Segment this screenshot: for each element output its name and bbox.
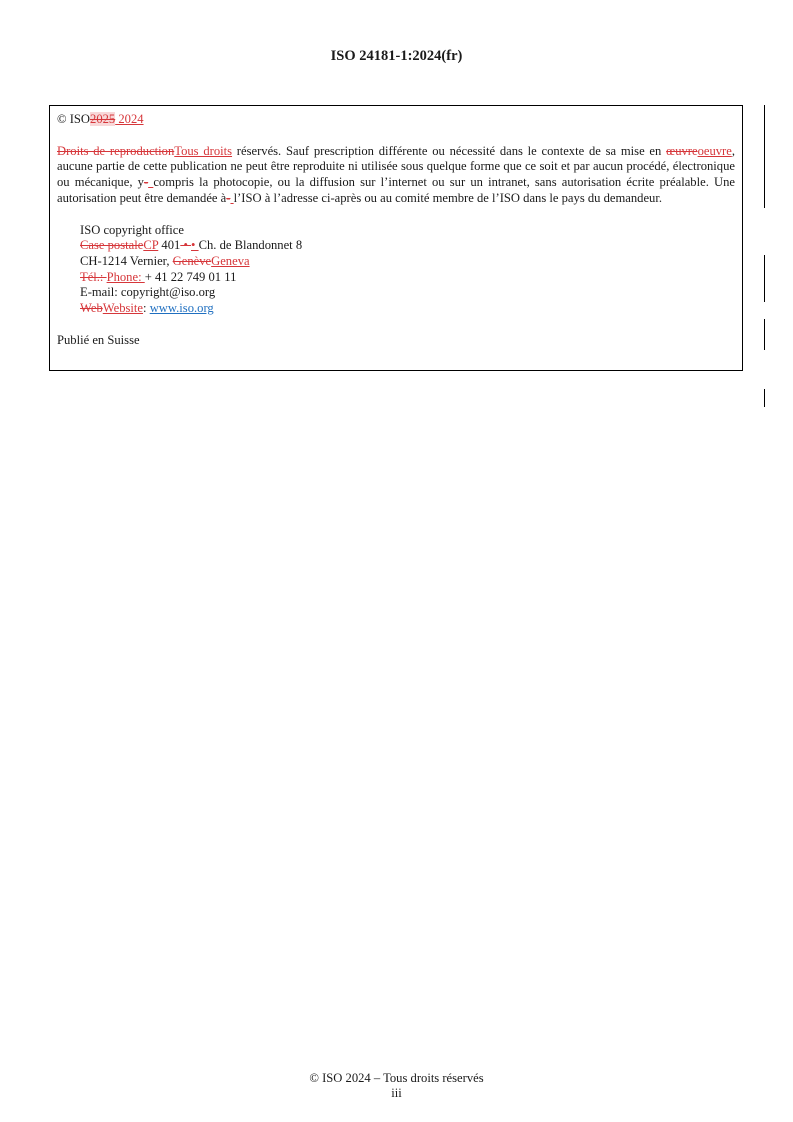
paragraph-text: , aucune partie de cette publication ne peut être reproduite ni utilisée sous quelque forme que ce soit et par aucun procédé, électronique ou mécanique, y: [57, 143, 735, 190]
inserted-bullet: •: [191, 238, 199, 253]
inserted-text: oeuvre: [697, 143, 732, 158]
deleted-text: œuvre: [666, 143, 698, 158]
copyright-notice-box: [49, 105, 743, 371]
deleted-text: Web: [80, 301, 103, 316]
deleted-text: Case postale: [80, 238, 144, 253]
deleted-text: Tél.:: [80, 269, 107, 284]
inserted-text: Geneva: [211, 253, 250, 268]
footer-copyright: © ISO 2024 – Tous droits réservés: [309, 1071, 484, 1085]
paragraph-text: réservés. Sauf prescription différente ou nécessité dans le contexte de sa mise en: [232, 143, 667, 158]
office-name: ISO copyright office: [80, 222, 184, 237]
deleted-year: 2025: [90, 112, 116, 126]
address-text: 401: [158, 238, 181, 253]
website-link[interactable]: www.iso.org: [149, 301, 214, 316]
deleted-bullet: •: [180, 238, 192, 253]
address-text: Ch. de Blandonnet 8: [198, 238, 303, 253]
deleted-hyphen: -: [143, 175, 149, 190]
change-bar: [764, 105, 765, 208]
rights-paragraph: [57, 144, 735, 207]
paragraph-text: l’ISO à l’adresse ci-après ou au comité membre de l’ISO dans le pays du demandeur.: [233, 190, 663, 205]
deleted-text: Droits de reproduction: [57, 143, 175, 158]
email-line: E-mail: copyright@iso.org: [80, 285, 216, 300]
change-bar: [764, 255, 765, 302]
copyright-line: [57, 112, 735, 128]
inserted-text: CP: [143, 238, 159, 253]
page-number: iii: [391, 1086, 402, 1100]
document-header: ISO 24181-1:2024(fr): [330, 48, 463, 64]
deleted-hyphen: -: [226, 190, 231, 205]
paragraph-text: compris la photocopie, ou la diffusion sur l’internet ou sur un intranet, sans autorisation écrite préalable. Une autorisation peut être demandée à: [57, 175, 735, 205]
inserted-text: Tous droits: [174, 143, 233, 158]
separator: :: [143, 301, 150, 316]
inserted-text: Phone:: [106, 269, 145, 284]
inserted-text: Website: [102, 301, 144, 316]
address-block: [80, 223, 735, 317]
copyright-symbol: © ISO: [57, 112, 91, 126]
deleted-text: Genève: [172, 253, 212, 268]
page-footer: [0, 1071, 793, 1101]
change-bar: [764, 319, 765, 350]
published-location: Publié en Suisse: [57, 332, 140, 347]
address-text: CH-1214 Vernier,: [80, 253, 173, 268]
inserted-year: 2024: [115, 112, 144, 126]
change-bar: [764, 389, 765, 407]
phone-number: + 41 22 749 01 11: [144, 269, 237, 284]
